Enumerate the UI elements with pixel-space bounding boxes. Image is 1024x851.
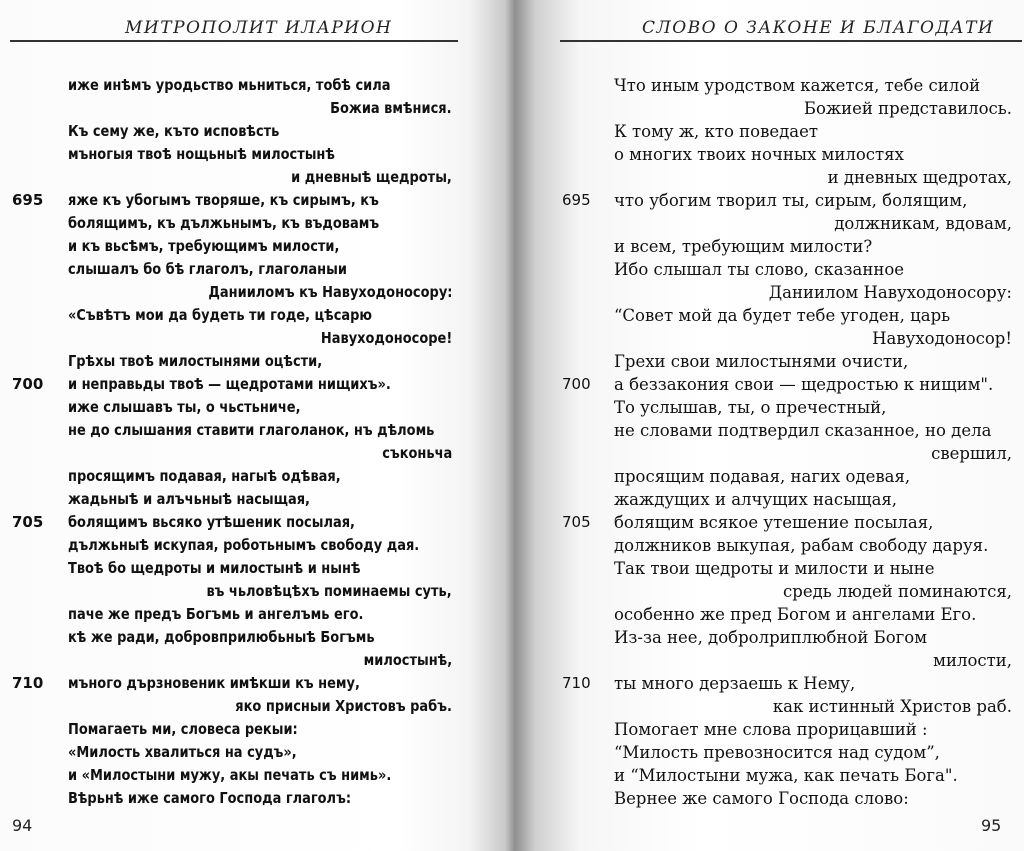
verse-line [0,143,452,166]
verse-line [0,580,452,603]
verse-text: дължьныѣ искупая, роботьнымъ свободу дая. [68,536,420,554]
verse-line [512,396,1012,419]
verse-lines-modern-russian [512,74,1012,810]
verse-text: а беззакония свои — щедростью к нищим". [614,375,994,394]
verse-text: болящимъ вьсяко утѣшеник посылая, [68,513,355,531]
verse-line [512,373,1012,396]
verse-line [512,212,1012,235]
verse-text: жаждущих и алчущих насыщая, [614,490,898,509]
header-rule [10,40,458,42]
verse-text: яже къ убогымъ творяше, къ сирымъ, къ [68,191,379,209]
line-number: 695 [12,191,44,209]
verse-text: милости, [933,651,1012,670]
verse-text: “Совет мой да будет тебе угоден, царь [614,306,951,325]
verse-line [0,787,452,810]
verse-line [512,281,1012,304]
verse-text: Помогает мне слова прорицавший : [614,720,928,739]
verse-line [512,534,1012,557]
verse-text: жадьныѣ и алъчьныѣ насыщая, [68,490,310,508]
verse-line [0,97,452,120]
verse-text: милостынѣ, [363,651,452,669]
verse-line [0,74,452,97]
verse-text: как истинный Христов раб. [772,697,1012,716]
verse-line [0,419,452,442]
verse-text: и къ вьсѣмъ, требующимъ милости, [68,237,340,255]
verse-text: и неправьды твоѣ — щедротами нищихъ». [68,375,391,393]
verse-line [512,764,1012,787]
verse-line [512,741,1012,764]
verse-line [512,350,1012,373]
verse-line [512,695,1012,718]
verse-text: “Милость превозносится над судом”, [614,743,940,762]
verse-line [0,718,452,741]
verse-text: средь людей поминаются, [783,582,1012,601]
verse-line [512,258,1012,281]
verse-text: мъногыя твоѣ нощьныѣ милостынѣ [68,145,335,163]
verse-line [512,120,1012,143]
verse-text: свершил, [931,444,1012,463]
verse-line [0,442,452,465]
verse-text: и дневныѣ щедроты, [291,168,452,186]
verse-line [512,672,1012,695]
verse-text: и «Милостыни мужу, акы печать съ нимь». [68,766,392,784]
verse-line [0,212,452,235]
verse-line [512,557,1012,580]
verse-line [512,511,1012,534]
right-page [512,0,1024,851]
verse-line [0,511,452,534]
verse-text: Божиа вмѣнися. [330,99,452,117]
verse-text: и “Милостыни мужа, как печать Бога". [614,766,958,785]
running-head: МИТРОПОЛИТ ИЛАРИОН [125,18,393,38]
verse-text: Помагаеть ми, словеса рекыи: [68,720,298,738]
verse-line [0,350,452,373]
verse-text: что убогим творил ты, сирым, болящим, [614,191,968,210]
verse-text: ты много дерзаешь к Нему, [614,674,856,693]
verse-text: не словами подтвердил сказанное, но дела [614,421,992,440]
verse-text: паче же предъ Богъмь и ангелъмь его. [68,605,364,623]
verse-text: Твоѣ бо щедроты и милостынѣ и нынѣ [68,559,361,577]
verse-text: «Милость хвалиться на судъ», [68,743,297,761]
verse-text: о многих твоих ночных милостях [614,145,904,164]
verse-line [0,166,452,189]
verse-line [512,189,1012,212]
verse-line [0,465,452,488]
verse-line [512,419,1012,442]
verse-line [512,143,1012,166]
verse-line [0,626,452,649]
verse-line [512,97,1012,120]
header-rule [560,40,1022,42]
verse-text: Вернее же самого Господа слово: [614,789,909,808]
verse-text: иже инѣмъ уродьство мьниться, тобѣ сила [68,76,391,94]
verse-line [0,488,452,511]
verse-text: болящимъ, къ дължьнымъ, къ въдовамъ [68,214,380,232]
verse-text: Къ сему же, къто исповѣсть [68,122,280,140]
verse-line [512,626,1012,649]
verse-text: просящимъ подавая, нагыѣ одѣвая, [68,467,341,485]
verse-line [0,649,452,672]
verse-text: То услышав, ты, о пречестный, [614,398,887,417]
verse-line [512,603,1012,626]
verse-text: Божией представилось. [803,99,1012,118]
verse-line [0,304,452,327]
verse-text: болящим всякое утешение посылая, [614,513,934,532]
line-number: 695 [562,191,591,209]
verse-line [512,327,1012,350]
verse-text: Вѣрьнѣ иже самого Господа глаголъ: [68,789,352,807]
verse-text: Что иным уродством кажется, тебе силой [614,76,981,95]
verse-line [0,741,452,764]
verse-text: Даниилом Навуходоносору: [768,283,1012,302]
verse-text: К тому ж, кто поведает [614,122,819,141]
verse-text: слышалъ бо бѣ глаголъ, глаголаныи [68,260,347,278]
verse-line [0,534,452,557]
verse-text: Грехи свои милостынями очисти, [614,352,909,371]
verse-line [512,649,1012,672]
verse-text: и дневных щедротах, [827,168,1012,187]
verse-line [0,235,452,258]
verse-line [512,465,1012,488]
verse-text: Навуходоносоре! [320,329,452,347]
verse-line [0,327,452,350]
verse-text: не до слышания ставити глаголанок, нъ дѣломь [68,421,435,439]
verse-line [512,304,1012,327]
running-head: СЛОВО О ЗАКОНЕ И БЛАГОДАТИ [642,18,995,38]
verse-text: яко присныи Христовъ рабъ. [235,697,452,715]
line-number: 705 [562,513,591,531]
verse-line [0,603,452,626]
verse-text: должников выкупая, рабам свободу даруя. [614,536,989,555]
verse-line [512,235,1012,258]
verse-text: Из-за нее, добролриплюбной Богом [614,628,928,647]
verse-line [0,189,452,212]
verse-line [0,120,452,143]
verse-text: съконьча [382,444,452,462]
verse-line [0,672,452,695]
verse-text: Так твои щедроты и милости и ныне [614,559,935,578]
verse-lines-old-russian [0,74,452,810]
line-number: 705 [12,513,44,531]
verse-line [0,258,452,281]
verse-text: въ чьловѣцѣхъ поминаемы суть, [206,582,452,600]
verse-line [0,764,452,787]
verse-text: кѣ же ради, добровприлюбьныѣ Богъмь [68,628,375,646]
verse-text: «Съвѣтъ мои да будеть ти годе, цѣсарю [68,306,373,324]
verse-text: должникам, вдовам, [834,214,1012,233]
verse-text: Грѣхы твоѣ милостынями оцѣсти, [68,352,323,370]
line-number: 700 [562,375,591,393]
verse-line [512,718,1012,741]
line-number: 710 [12,674,44,692]
line-number: 700 [12,375,44,393]
verse-text: иже слышавъ ты, о чьстьниче, [68,398,301,416]
verse-line [0,557,452,580]
page-number: 95 [981,816,1002,835]
verse-line [512,74,1012,97]
line-number: 710 [562,674,591,692]
verse-text: и всем, требующим милости? [614,237,873,256]
verse-text: Навуходоносор! [872,329,1012,348]
verse-line [0,695,452,718]
verse-line [512,787,1012,810]
verse-text: Ибо слышал ты слово, сказанное [614,260,905,279]
verse-text: мъного дързновеник имѣкши къ нему, [68,674,360,692]
page-number: 94 [12,816,33,835]
verse-text: просящим подавая, нагих одевая, [614,467,911,486]
verse-line [512,166,1012,189]
verse-line [512,442,1012,465]
verse-line [512,488,1012,511]
verse-line [512,580,1012,603]
verse-line [0,396,452,419]
verse-text: особенно же пред Богом и ангелами Его. [614,605,977,624]
verse-text: Данииломъ къ Навуходоносору: [207,283,452,301]
verse-line [0,281,452,304]
verse-line [0,373,452,396]
